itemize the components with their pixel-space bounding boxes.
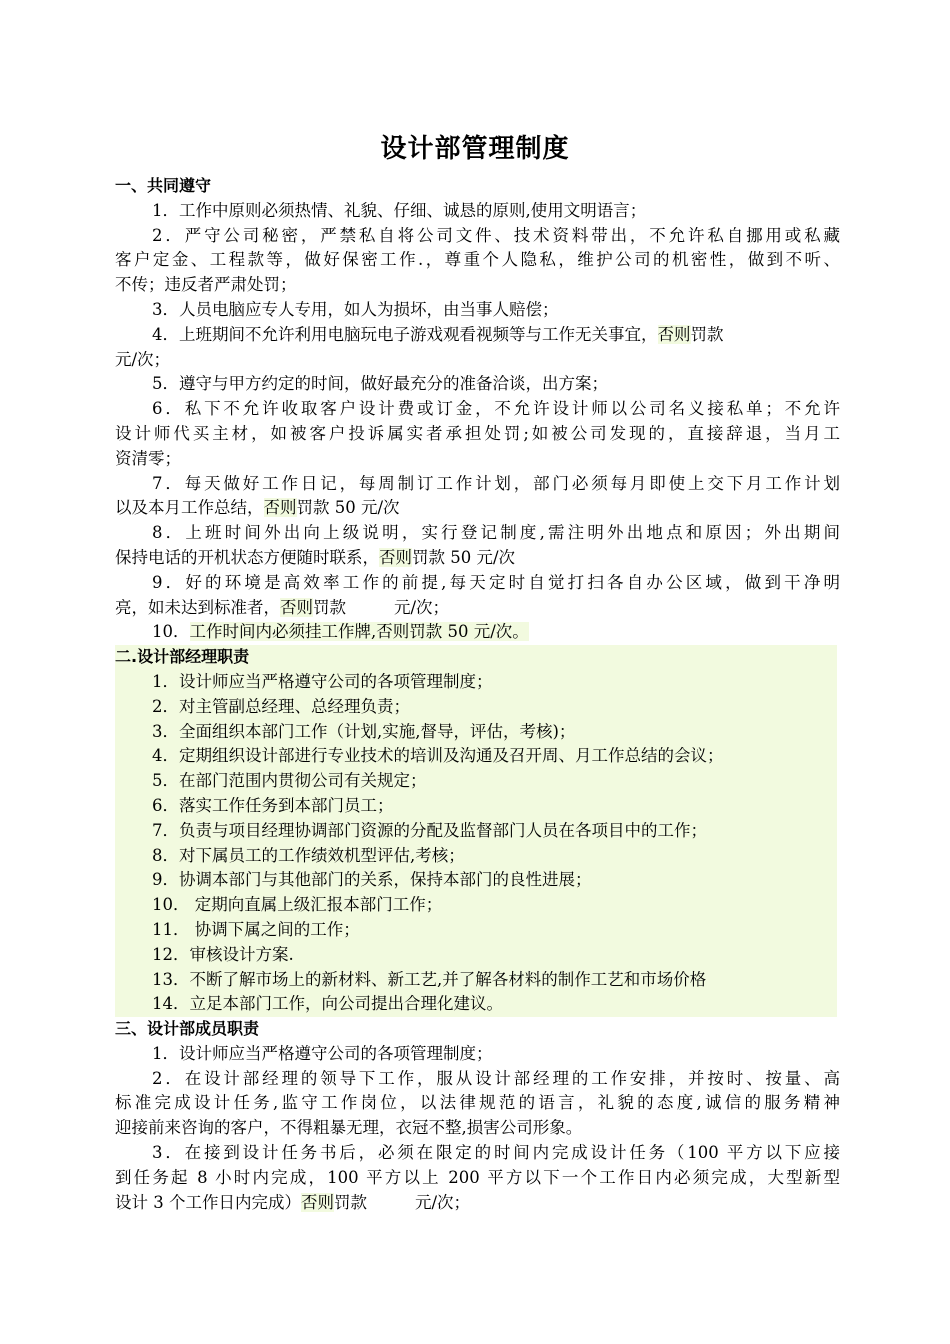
highlight-otherwise: 否则: [280, 597, 313, 617]
rule-5: 5．遵守与甲方约定的时间，做好最充分的准备洽谈，出方案；: [152, 374, 608, 394]
document-body: [115, 174, 840, 1215]
duty-item: 7．负责与项目经理协调部门资源的分配及监督部门人员在各项目中的工作；: [152, 820, 707, 840]
rule-2-line-2: 客户定金、工程款等，做好保密工作.，尊重个人隐私，维护公司的机密性，做到不听、: [115, 250, 840, 270]
member-duty-1: 1．设计师应当严格遵守公司的各项管理制度；: [152, 1043, 493, 1063]
member-duty-2-line-1: 2．在设计部经理的领导下工作，服从设计部经理的工作安排，并按时、按量、高: [152, 1068, 840, 1088]
rule-7-line-2: [115, 496, 840, 521]
rule-9-fine: 罚款: [313, 597, 346, 617]
duty-item: 10． 定期向直属上级汇报本部门工作；: [152, 895, 443, 915]
section-heading-manager-duties: 二.设计部经理职责: [115, 647, 250, 667]
rule-4-text: 4．上班期间不允许利用电脑玩电子游戏观看视频等与工作无关事宜，: [152, 324, 658, 344]
rule-8-text: 保持电话的开机状态方便随时联系，: [115, 547, 379, 567]
member-duty-3-text: 设计 3 个工作日内完成）: [115, 1192, 301, 1212]
member-duty-3-fine: 罚款: [334, 1192, 367, 1212]
rule-3: 3．人员电脑应专人专用，如人为损坏，由当事人赔偿；: [152, 299, 559, 319]
rule-4-fine: 罚款: [690, 324, 724, 344]
rule-8-line-2: [115, 546, 840, 571]
highlight-otherwise: 否则: [301, 1192, 334, 1212]
member-duty-3-line-1: 3．在接到设计任务书后，必须在限定的时间内完成设计任务（100 平方以下应接: [152, 1143, 840, 1163]
member-duty-2-line-2: 标准完成设计任务,监守工作岗位，以法律规范的语言，礼貌的态度,诚信的服务精神: [115, 1093, 840, 1113]
highlight-otherwise: 否则: [657, 324, 691, 344]
duty-item: 14．立足本部门工作，向公司提出合理化建议。: [152, 994, 503, 1014]
rule-9-text: 亮，如未达到标准者，: [115, 597, 280, 617]
rule-1: 1．工作中原则必须热情、礼貌、仔细、诚恳的原则,使用文明语言；: [152, 200, 647, 220]
section-heading-common-rules: 一、共同遵守: [115, 176, 212, 195]
rule-10-highlighted-text: 工作时间内必须挂工作牌,否则罚款 50 元/次。: [189, 622, 529, 642]
member-duty-2-line-3: 迎接前来咨询的客户，不得粗暴无理，衣冠不整,损害公司形象。: [115, 1118, 583, 1138]
rule-8-line-1: 8．上班时间外出向上级说明，实行登记制度,需注明外出地点和原因；外出期间: [152, 523, 840, 543]
page-title: 设计部管理制度: [380, 134, 570, 164]
duty-item: 11． 协调下属之间的工作；: [152, 919, 360, 939]
rule-4-line-1: [115, 323, 840, 348]
highlight-otherwise: 否则: [263, 498, 297, 518]
duty-item: 12．审核设计方案.: [152, 944, 294, 964]
member-duty-3-unit: 元/次；: [415, 1192, 471, 1212]
rule-7-line-1: 7．每天做好工作日记，每周制订工作计划，部门必须每月即使上交下月工作计划: [152, 473, 840, 493]
rule-9-unit: 元/次；: [394, 597, 450, 617]
rule-6-line-2: 设计师代买主材，如被客户投诉属实者承担处罚;如被公司发现的，直接辞退，当月工: [115, 423, 840, 443]
duty-item: 8．对下属员工的工作绩效机型评估,考核；: [152, 845, 465, 865]
duty-item: 6．落实工作任务到本部门员工；: [152, 795, 394, 815]
duty-item: 9．协调本部门与其他部门的关系，保持本部门的良性进展；: [152, 870, 592, 890]
rule-9-line-1: 9．好的环境是高效率工作的前提,每天定时自觉打扫各自办公区域，做到干净明: [152, 572, 840, 592]
rule-6-line-3: 资清零；: [115, 448, 181, 468]
duty-item: 13．不断了解市场上的新材料、新工艺,并了解各材料的制作工艺和市场价格: [152, 969, 707, 989]
rule-6-line-1: 6．私下不允许收取客户设计费或订金，不允许设计师以公司名义接私单；不允许: [152, 399, 840, 419]
highlight-otherwise: 否则: [379, 547, 412, 567]
duty-item: 4．定期组织设计部进行专业技术的培训及沟通及召开周、月工作总结的会议；: [152, 746, 724, 766]
section-manager-duties: [115, 645, 837, 1017]
rule-10-number: 10．: [152, 622, 190, 642]
rule-7-text: 以及本月工作总结，: [115, 498, 264, 518]
duty-item: 2．对主管副总经理、总经理负责；: [152, 696, 410, 716]
section-heading-member-duties: 三、设计部成员职责: [115, 1019, 260, 1039]
rule-2-line-1: 2．严守公司秘密，严禁私自将公司文件、技术资料带出，不允许私自挪用或私藏: [152, 225, 840, 245]
member-duty-3-line-3: [115, 1191, 840, 1216]
rule-7-fine: 罚款 50 元/次: [296, 498, 400, 518]
member-duty-3-line-2: 到任务起 8 小时内完成，100 平方以上 200 平方以下一个工作日内必须完成，大型新型: [115, 1167, 840, 1187]
duty-item: 1．设计师应当严格遵守公司的各项管理制度；: [152, 671, 493, 691]
duty-item: 3．全面组织本部门工作（计划,实施,督导，评估，考核)；: [152, 721, 576, 741]
rule-4-line-2: 元/次；: [115, 349, 171, 369]
rule-8-fine: 罚款 50 元/次: [412, 547, 516, 567]
rule-10: [115, 620, 840, 645]
duty-item: 5．在部门范围内贯彻公司有关规定；: [152, 771, 427, 791]
rule-2-line-3: 不传；违反者严肃处罚；: [115, 275, 297, 295]
rule-9-line-2: [115, 596, 840, 621]
